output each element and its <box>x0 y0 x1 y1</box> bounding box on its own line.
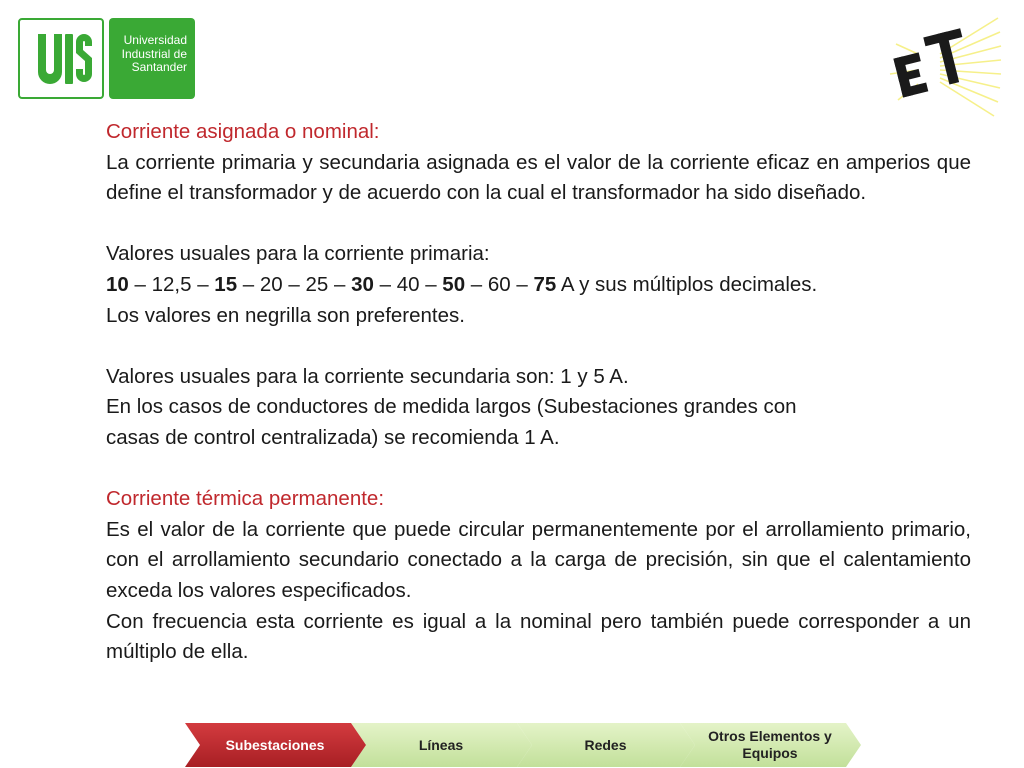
preferred-value: 10 <box>106 272 129 296</box>
nominal-current-paragraph: La corriente primaria y secundaria asignada es el valor de la corriente eficaz en amperios que define el transformador y de acuerdo con la cual el transformador ha sido diseñado. <box>106 150 971 205</box>
bold-values-note: Los valores en negrilla son preferentes. <box>106 303 465 327</box>
svg-text:ET: ET <box>878 1 899 18</box>
uis-logo <box>18 7 104 99</box>
primary-values-title: Valores usuales para la corriente primaria: <box>106 242 490 266</box>
nav-tab-redes[interactable]: Redes <box>584 736 627 753</box>
et-logo <box>878 1 1002 122</box>
university-name-badge <box>109 18 195 99</box>
university-name-line: Universidad <box>123 33 187 47</box>
preferred-value: 15 <box>214 272 238 296</box>
thermal-current-paragraph: Es el valor de la corriente que puede circular permanentemente por el arrollamiento primario, con el arrollamiento secundario conectado a la carga de precisión, sin que el calentamiento exceda los valores especificados. <box>106 517 971 602</box>
nav-tab-subestaciones[interactable]: Subestaciones <box>225 736 325 753</box>
section-heading-thermal-current: Corriente térmica permanente: <box>106 487 385 511</box>
thermal-current-multiple-paragraph: Con frecuencia esta corriente es igual a la nominal pero también puede corresponder a un múltiplo de ella. <box>106 609 971 664</box>
secondary-values: Valores usuales para la corriente secundaria son: 1 y 5 A. <box>106 364 629 388</box>
et-lightbulb-icon <box>878 1 1002 122</box>
primary-values-list <box>106 270 971 301</box>
preferred-value: 30 <box>351 272 374 296</box>
svg-text:UIS: UIS <box>20 7 47 24</box>
nav-tab-lineas[interactable]: Líneas <box>418 736 464 753</box>
value-suffix: A y sus múltiplos decimales. <box>556 272 818 296</box>
uis-monogram-icon <box>20 7 102 97</box>
preferred-value: 75 <box>533 272 557 296</box>
section-navigation <box>185 723 861 767</box>
value-separator: – 12,5 – <box>128 272 215 296</box>
slide-content <box>106 117 971 668</box>
section-heading-nominal-current: Corriente asignada o nominal: <box>106 120 380 143</box>
long-conductors-note-line: casas de control centralizada) se recomienda 1 A. <box>106 425 560 449</box>
nav-tab-otros-elementos[interactable]: Otros Elementos y Equipos <box>708 728 832 761</box>
value-separator: – 40 – <box>373 272 443 296</box>
university-name-line: Santander <box>131 60 187 74</box>
university-name-line: Industrial de <box>121 46 187 61</box>
value-separator: – 60 – <box>465 272 534 296</box>
value-separator: – 20 – 25 – <box>237 272 352 296</box>
long-conductors-note-line: En los casos de conductores de medida largos (Subestaciones grandes con <box>106 395 797 419</box>
preferred-value: 50 <box>442 272 466 296</box>
